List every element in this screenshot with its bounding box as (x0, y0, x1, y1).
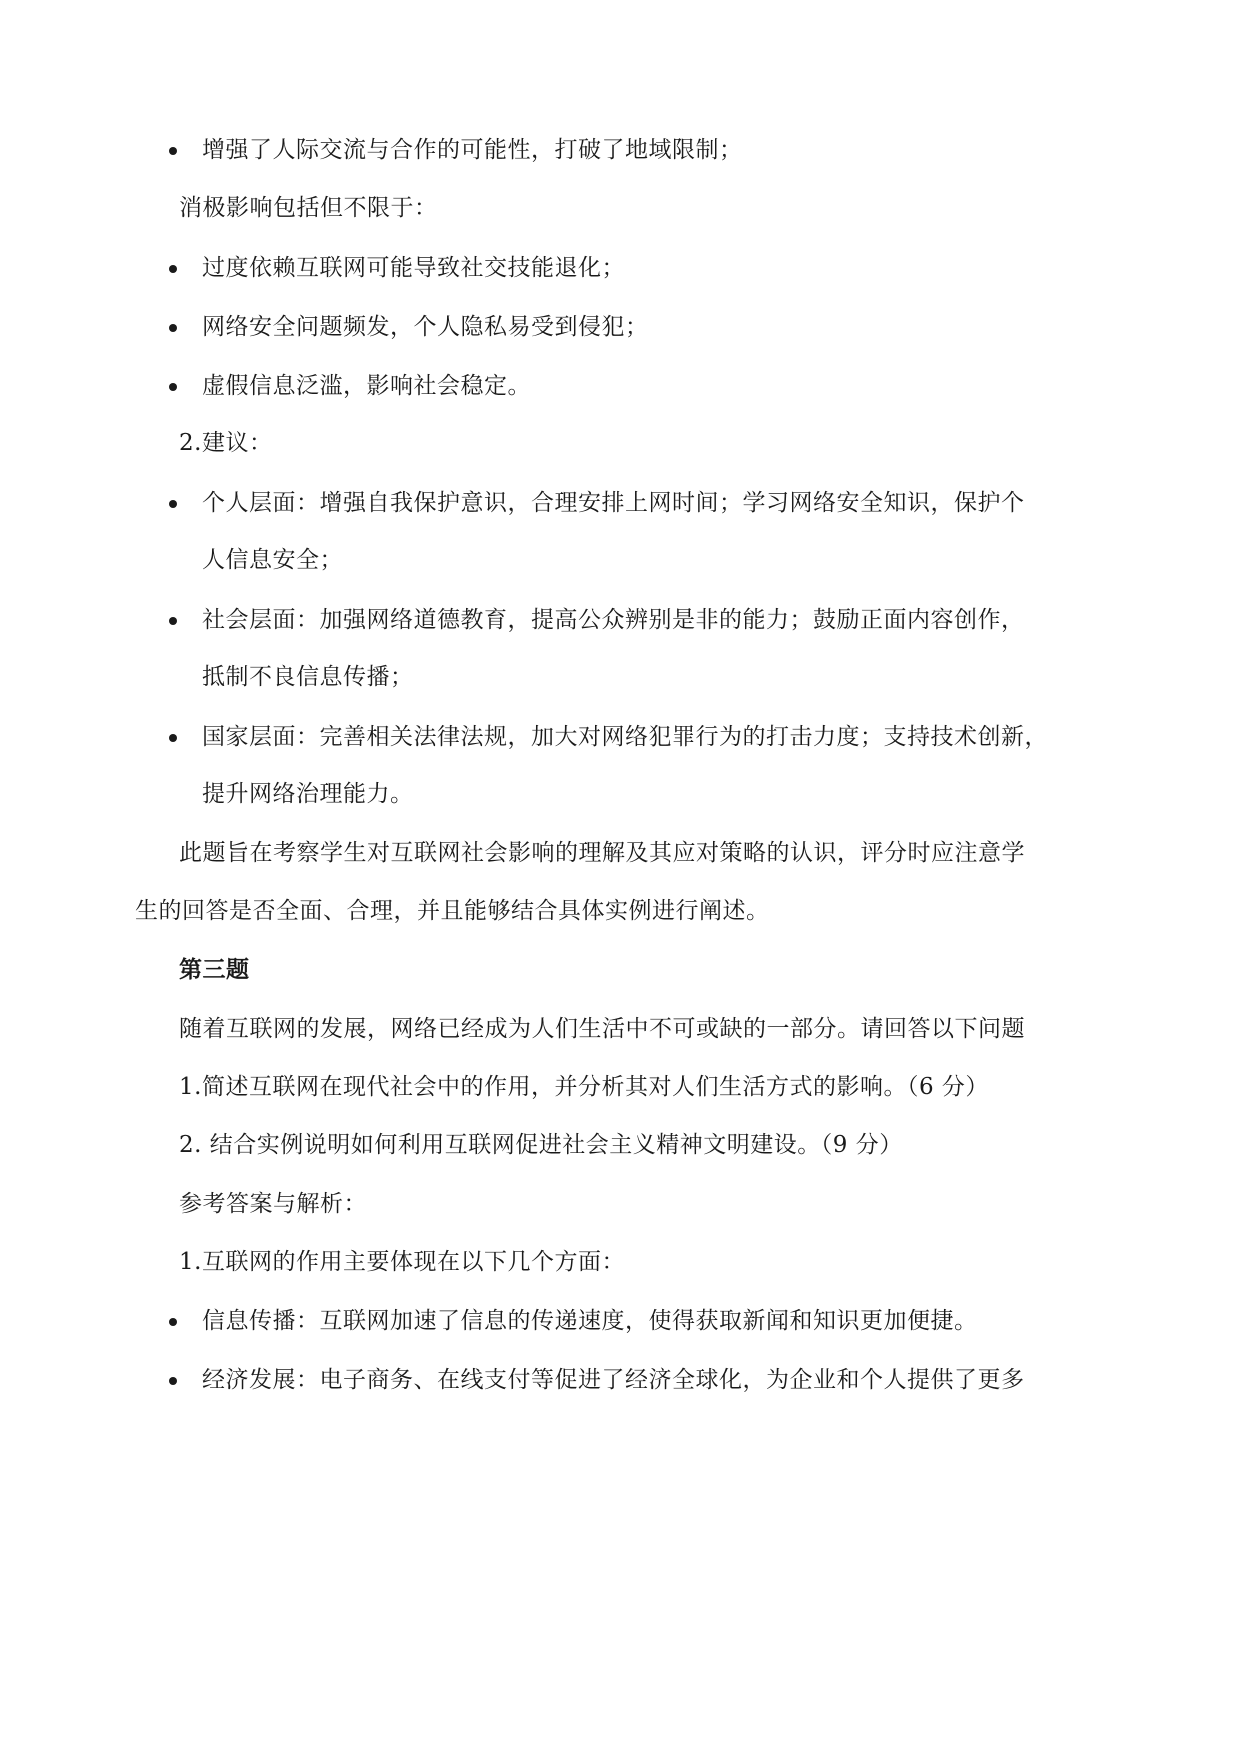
bullet-text: 虚假信息泛滥，影响社会稳定。 (202, 373, 531, 399)
bullet-text: 国家层面：完善相关法律法规，加大对网络犯罪行为的打击力度；支持技术创新， (202, 724, 1048, 750)
bullet-icon (169, 617, 177, 625)
bullet-icon (169, 1318, 177, 1326)
bullet-icon (169, 383, 177, 391)
bullet-icon (169, 500, 177, 508)
question-item: 1.简述互联网在现代社会中的作用，并分析其对人们生活方式的影响。（6 分） (179, 1074, 989, 1100)
bullet-text-continuation: 提升网络治理能力。 (202, 781, 414, 807)
bullet-icon (169, 147, 177, 155)
bullet-text: 个人层面：增强自我保护意识，合理安排上网时间；学习网络安全知识，保护个 (202, 490, 1025, 516)
answer-heading: 参考答案与解析： (179, 1191, 367, 1217)
bullet-text: 社会层面：加强网络道德教育，提高公众辨别是非的能力；鼓励正面内容创作， (202, 607, 1025, 633)
bullet-text: 过度依赖互联网可能导致社交技能退化； (202, 255, 625, 281)
bullet-text-continuation: 抵制不良信息传播； (202, 664, 414, 690)
bullet-icon (169, 734, 177, 742)
question-title: 第三题 (179, 956, 250, 983)
bullet-text: 网络安全问题频发，个人隐私易受到侵犯； (202, 314, 649, 340)
bullet-text: 信息传播：互联网加速了信息的传递速度，使得获取新闻和知识更加便捷。 (202, 1308, 978, 1334)
answer-subheading: 1.互联网的作用主要体现在以下几个方面： (179, 1249, 625, 1275)
summary-paragraph: 此题旨在考察学生对互联网社会影响的理解及其应对策略的认识，评分时应注意学 (179, 840, 1025, 866)
bullet-icon (169, 324, 177, 332)
question-intro: 随着互联网的发展，网络已经成为人们生活中不可或缺的一部分。请回答以下问题 (179, 1016, 1025, 1042)
summary-paragraph-continuation: 生的回答是否全面、合理，并且能够结合具体实例进行阐述。 (135, 898, 770, 924)
bullet-icon (169, 1377, 177, 1385)
paragraph-text: 消极影响包括但不限于： (179, 195, 438, 221)
section-heading: 2.建议： (179, 430, 273, 456)
bullet-icon (169, 265, 177, 273)
bullet-text: 增强了人际交流与合作的可能性，打破了地域限制； (202, 137, 743, 163)
bullet-text: 经济发展：电子商务、在线支付等促进了经济全球化，为企业和个人提供了更多 (202, 1367, 1025, 1393)
question-item: 2. 结合实例说明如何利用互联网促进社会主义精神文明建设。（9 分） (179, 1132, 903, 1158)
bullet-text-continuation: 人信息安全； (202, 547, 343, 573)
